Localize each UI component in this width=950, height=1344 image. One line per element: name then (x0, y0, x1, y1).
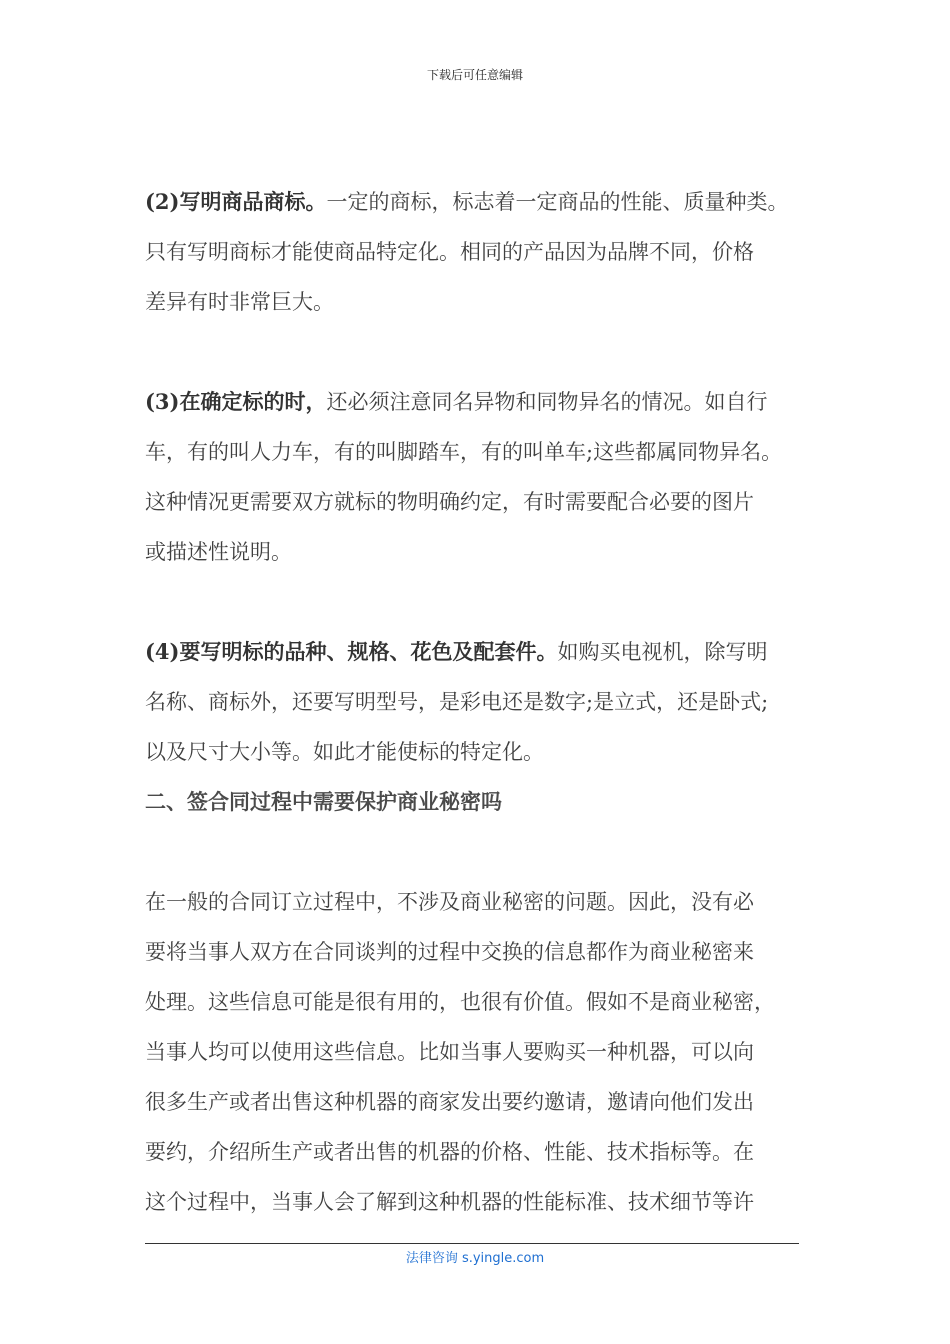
paragraph-lead: (2)写明商品商标。 (145, 189, 327, 214)
paragraph-text: 如购买电视机，除写明 (557, 640, 768, 664)
paragraph-line: 以及尺寸大小等。如此才能使标的特定化。 (145, 740, 544, 764)
header-note: 下载后可任意编辑 (426, 68, 523, 82)
paragraph-line: 名称、商标外，还要写明型号，是彩电还是数字;是立式，还是卧式; (145, 690, 769, 714)
paragraph-line: 要约，介绍所生产或者出售的机器的价格、性能、技术指标等。在 (145, 1140, 754, 1164)
paragraph-trademark (145, 177, 825, 327)
document-body (145, 177, 825, 1227)
footer-link[interactable]: 法律咨询 s.yingle.com (405, 1251, 545, 1266)
paragraph-line: 只有写明商标才能使商品特定化。相同的产品因为品牌不同，价格 (145, 240, 754, 264)
paragraph-line: 很多生产或者出售这种机器的商家发出要约邀请，邀请向他们发出 (145, 1090, 754, 1114)
paragraph-line (145, 377, 825, 427)
paragraph-line: 差异有时非常巨大。 (145, 290, 334, 314)
paragraph-trade-secret (145, 877, 825, 1227)
paragraph-specification (145, 627, 825, 777)
paragraph-text: 一定的商标，标志着一定商品的性能、质量种类。 (326, 190, 789, 214)
footer-divider (145, 1243, 799, 1244)
paragraph-line: 或描述性说明。 (145, 540, 292, 564)
paragraph-line: 车，有的叫人力车，有的叫脚踏车，有的叫单车;这些都属同物异名。 (145, 440, 783, 464)
section-title: 二、签合同过程中需要保护商业秘密吗 (145, 789, 502, 814)
paragraph-line: 当事人均可以使用这些信息。比如当事人要购买一种机器，可以向 (145, 1040, 754, 1064)
paragraph-text: 还必须注意同名异物和同物异名的情况。如自行 (326, 390, 768, 414)
paragraph-lead: (4)要写明标的品种、规格、花色及配套件。 (145, 639, 558, 664)
paragraph-line: 这种情况更需要双方就标的物明确约定，有时需要配合必要的图片 (145, 490, 754, 514)
paragraph-subject-matter (145, 377, 825, 577)
paragraph-lead: (3)在确定标的时， (145, 389, 327, 414)
paragraph-line: 要将当事人双方在合同谈判的过程中交换的信息都作为商业秘密来 (145, 940, 754, 964)
paragraph-line: 处理。这些信息可能是很有用的，也很有价值。假如不是商业秘密， (145, 990, 775, 1014)
paragraph-line (145, 177, 825, 227)
paragraph-line: 这个过程中，当事人会了解到这种机器的性能标准、技术细节等许 (145, 1190, 754, 1214)
paragraph-line (145, 627, 825, 677)
paragraph-line: 在一般的合同订立过程中，不涉及商业秘密的问题。因此，没有必 (145, 890, 754, 914)
